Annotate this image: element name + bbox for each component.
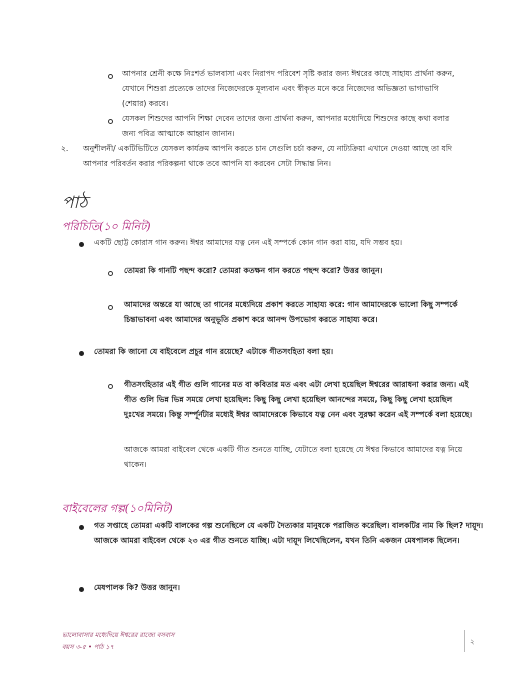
footer-title: ভালোবাসার মধ্যেদিয়ে ঈশ্বরের রাজ্যে বসবাস (62, 631, 175, 639)
list-circle-bullet (108, 119, 113, 124)
bible-story-heading: বাইবেলের গল্প(১০মিনিট) (62, 502, 173, 515)
list-dot-bullet (79, 525, 84, 530)
footer-age-lesson: বয়স ৩-৫ • পাঠ ১৭ (62, 643, 114, 651)
song-helps-express: আমাদের অন্তরে যা আছে তা গানের মধ্যেদিয়ে প্রকাশ করতে সাহায্য করে: গান আমাদেরকে ভালো কিছু সম্পর্কে চিন্তাভাবনা এবং আমাদের অনুভূতি প্রকাশ করে আনন্দ উপভোগ করতে সাহায্য করে। (124, 300, 458, 324)
footer-divider (464, 630, 465, 652)
page-number: ২ (470, 638, 475, 646)
list-circle-bullet (108, 305, 113, 310)
list-number: ২. (61, 144, 69, 153)
psalms-explanation: গীতসংহিতার এই গীত গুলি গানের মত বা কবিতার মত এবং এটা লেখা হয়েছিল ঈশ্বরের আরাধনা করার জন্য। এই গীত গুলি ভিন্ন ভিন্ন সময়ে লেখা হয়েছিল: কিছু কিছু লেখা হয়েছিল আনন্দের সময়ে, কিছু কিছু লেখা হয়েছিল দুঃখের সময়ে। কিন্তু সর্ম্পূর্নটার মধ্যেই ঈশ্বর আমাদেরকে কিভাবে যত্ন নেন এবং সুরক্ষা করেন এই সম্পর্কে বলা হয়েছে। (124, 380, 473, 419)
today-psalm-intro: আজকে আমরা বাইবেল থেকে একটি গীত শুনতে যাচ্ছি, যেটাতে বলা হয়েছে যে ঈশ্বর কিভাবে আমাদের যত্ন নিয়ে থাকেন। (124, 445, 463, 469)
story-what-is-shepherd: মেষপালক কি? উত্তর জানুন। (94, 583, 180, 592)
list-dot-bullet (79, 351, 84, 356)
list-circle-bullet (108, 384, 113, 389)
list-circle-bullet (108, 271, 113, 276)
prep-item-practice-activities: অনুশীলনী/ একটিভিটিতে যেসকল কার্যক্রম আপনি করতে চান সেগুলি চর্চা করুন, যে নাট্যক্রিয়া এখানে দেওয়া আছে তা যদি আপনার পরিবর্তন করার পরিকল্পনা থাকে তবে আপনি যা করবেন সেটা সিদ্ধান্ত নিন। (83, 144, 452, 168)
story-david-shepherd: গত সপ্তাহে তোমরা একটি বালকের গল্প শুনেছিলে যে একটি দৈত্যকার মানুষকে পরাজিত করেছিল। বালকটির নাম কি ছিল? দায়ূদ। আজকে আমরা বাইবেল থেকে ২৩ এর গীত শুনতে যাচ্ছি। এটা দায়ূদ লিখেছিলেন, যখন তিনি একজন মেষপালক ছিলেন। (94, 521, 484, 545)
intro-sing-chorus: একটি ছোট্ট কোরাস গান করুন। ঈশ্বর আমাদের যত্ন নেন এই সম্পর্কে কোন গান করা যায়, যদি সম্ভব হয়। (94, 238, 403, 247)
prep-item-pray-classroom: আপনার শ্রেনী কক্ষে নিঃশর্ত ভালবাসা এবং নিরাপদ পরিবেশ সৃষ্টি করার জন্য ঈশ্বরের কাছে সাহায্য প্রার্থনা করুন, যেখানে শিশুরা প্রত্যেকে তাদের নিজেদেরকে মূল্যবান এবং স্বীকৃত মনে করে নিজেদের অভিজ্ঞতা ভাগাভাগি (শেয়ার) করবে। (122, 69, 455, 108)
intro-heading: পরিচিতি(১০ মিনিট) (62, 220, 151, 233)
bible-has-songs: তোমরা কি জানো যে বাইবেলে প্রচুর গান রয়েছে? এটাকে গীতসংহিতা বলা হয়। (94, 347, 334, 356)
lesson-heading: পাঠ (62, 193, 88, 213)
list-dot-bullet (79, 242, 84, 247)
prep-item-pray-children: যেসকল শিশুদের আপনি শিক্ষা দেবেন তাদের জন্য প্রার্থনা করুন, আপনার মধ্যেদিয়ে শিশুদের কাছে কথা বলার জন্য পবিত্র আত্মাকে আহ্বান জানান। (122, 114, 450, 138)
list-circle-bullet (108, 74, 113, 79)
question-like-song: তোমরা কি গানটি পছন্দ করো? তোমরা কতক্ষন গান করতে পছন্দ করো? উত্তর জানুন। (124, 266, 383, 275)
list-dot-bullet (79, 587, 84, 592)
